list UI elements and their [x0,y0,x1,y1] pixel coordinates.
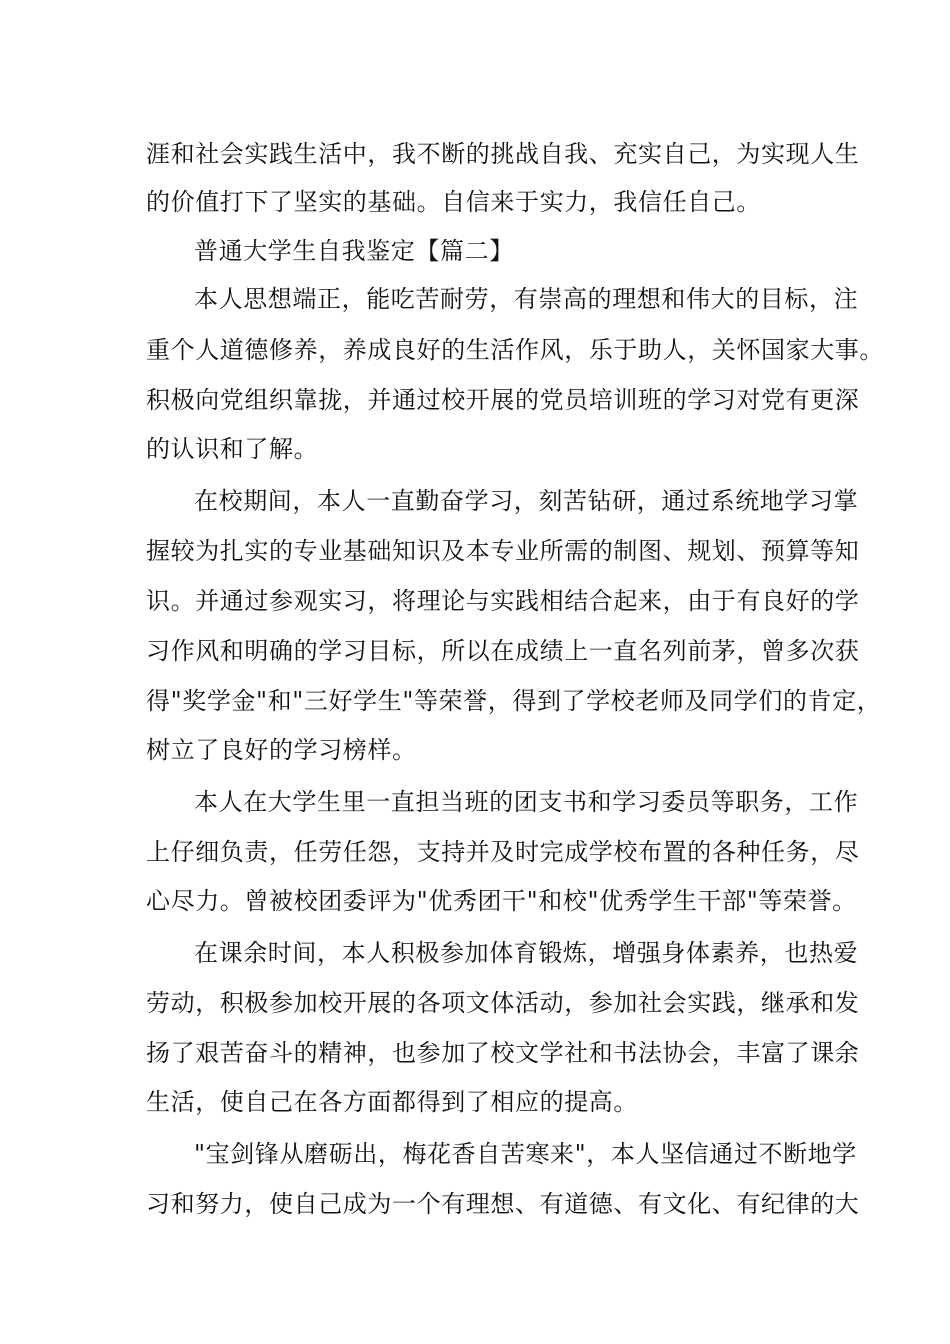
text-line: 的认识和了解。 [146,435,319,463]
text-line: 得"奖学金"和"三好学生"等荣誉，得到了学校老师及同学们的肯定， [146,687,882,715]
text-line: 生活，使自己在各方面都得到了相应的提高。 [146,1088,638,1116]
text-line: "宝剑锋从磨砺出，梅花香自苦寒来"，本人坚信通过不断地学 [194,1140,857,1168]
text-line: 重个人道德修养，养成良好的生活作风，乐于助人，关怀国家大事。 [146,336,884,364]
text-line: 树立了良好的学习榜样。 [146,736,417,764]
text-line: 在校期间，本人一直勤奋学习，刻苦钻研，通过系统地学习掌 [194,487,859,515]
text-line: 本人在大学生里一直担当班的团支书和学习委员等职务，工作 [194,788,859,816]
text-line: 本人思想端正，能吃苦耐劳，有崇高的理想和伟大的目标，注 [194,285,859,313]
text-line: 握较为扎实的专业基础知识及本专业所需的制图、规划、预算等知 [146,537,860,565]
text-line: 心尽力。曾被校团委评为"优秀团干"和校"优秀学生干部"等荣誉。 [146,887,857,915]
text-line: 习和努力，使自己成为一个有理想、有道德、有文化、有纪律的大 [146,1190,860,1218]
text-line: 涯和社会实践生活中，我不断的挑战自我、充实自己，为实现人生 [146,140,860,168]
text-line: 积极向党组织靠拢，并通过校开展的党员培训班的学习对党有更深 [146,386,860,414]
text-line: 上仔细负责，任劳任怨，支持并及时完成学校布置的各种任务，尽 [146,838,860,866]
text-line: 扬了艰苦奋斗的精神，也参加了校文学社和书法协会，丰富了课余 [146,1039,860,1067]
text-line: 劳动，积极参加校开展的各项文体活动，参加社会实践，继承和发 [146,989,860,1017]
text-line: 识。并通过参观实习，将理论与实践相结合起来，由于有良好的学 [146,587,860,615]
text-line: 在课余时间，本人积极参加体育锻炼，增强身体素养，也热爱 [194,939,859,967]
section-heading: 普通大学生自我鉴定【篇二】 [194,237,514,265]
text-line: 的价值打下了坚实的基础。自信来于实力，我信任自己。 [146,188,761,216]
text-line: 习作风和明确的学习目标，所以在成绩上一直名列前茅，曾多次获 [146,637,860,665]
